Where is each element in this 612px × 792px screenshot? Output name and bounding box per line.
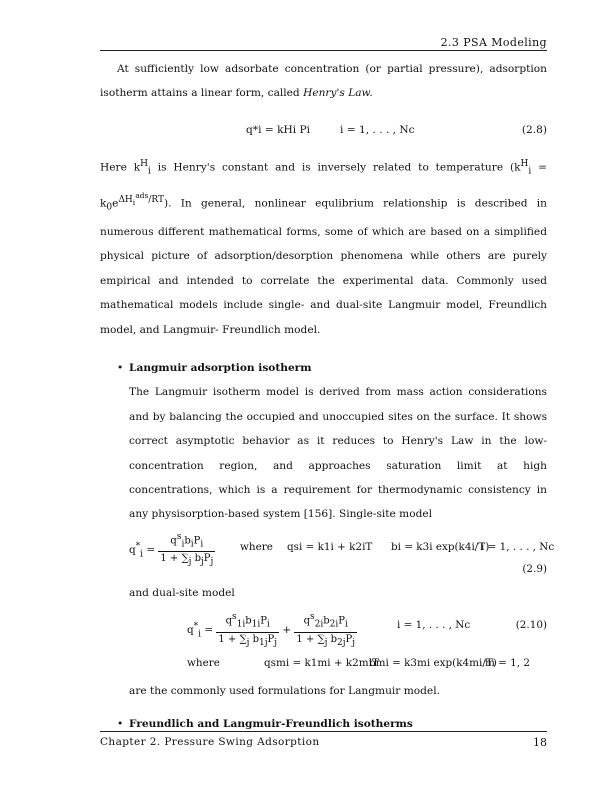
page-body (100, 57, 555, 736)
header-rule (100, 50, 547, 51)
equation-mrange: m = 1, 2 (485, 657, 530, 670)
intro-paragraph: At sufficiently low adsorbate concentration (or partial pressure), adsorption isotherm attains a linear form, called Henry's Law. (100, 63, 547, 100)
equation-range: i = 1, . . . , Nc (397, 619, 471, 632)
footer-rule (100, 731, 547, 732)
bullet-langmuir (100, 356, 555, 704)
equation-number: (2.10) (515, 619, 547, 632)
equation-number: (2.9) (522, 562, 547, 575)
equation-where: where (240, 540, 273, 553)
equation-range: i = 1, . . . , Nc (481, 540, 555, 553)
henrys-law-term: Henry's Law. (303, 87, 373, 100)
equation-2-8-body: q*i = kHi Pi (246, 123, 311, 136)
dual-site-label: and dual-site model (129, 586, 235, 599)
equation-2-9: $q^*_i$ = $\frac{q^s_ib_iP_i}{1 + \sum_j b_jP_j}$ where qsi = k1i + k2iT bi = k3i exp(k4i/T) i = 1, . . . , Nc (2.9) (129, 527, 547, 573)
equation-2-8-range: i = 1, . . . , Nc (340, 123, 415, 136)
equation-number: (2.8) (521, 123, 547, 136)
henry-paragraph: Here $k^H_i$ is Henry's constant and is inversely related to temperature $(k^H_i = k_0e^{\Delta H_i^{ads}/RT})$. In general, nonlinear equlibrium relationship is described in numerous different mathematical forms, some of which are based on a simplified physical picture of adsorption/desorption phenomena while others are purely empirical and intended to correlate the experimental data. Commonly used mathematical models include single- and dual-site Langmuir model, Freundlich model, and Langmuir- Freundlich model. (100, 158, 547, 336)
langmuir-closing: are the commonly used formulations for Langmuir model. (129, 685, 440, 698)
equation-2-10: $q^*_i$ = $\frac{q^s_{1i}b_{1i}P_i}{1 + \sum_j b_{1j}P_j}$ + $\frac{q^s_{2i}b_{2i}P_i}{1 + \sum_j b_{2j}P_j}$ i = 1, . . . , Nc (2.10) where qsmi = k1mi + k2miT bmi = k3mi exp(k4mi/T) m = 1, 2 (129, 605, 547, 675)
bullet-icon: • (117, 717, 124, 730)
footer-chapter: Chapter 2. Pressure Swing Adsorption (100, 736, 320, 748)
bullet-icon: • (117, 361, 124, 374)
running-header: 2.3 PSA Modeling (440, 36, 547, 49)
page-number: 18 (533, 736, 547, 749)
equation-bi: bi = k3i exp(k4i/T) (391, 540, 490, 553)
equation-qsm: qsmi = k1mi + k2miT (264, 657, 379, 670)
equation-where: where (187, 657, 220, 670)
bullet-freundlich (100, 712, 547, 736)
equation-2-8 (100, 106, 547, 152)
equation-qs: qsi = k1i + k2iT (287, 540, 373, 553)
langmuir-text: The Langmuir isotherm model is derived from mass action considerations and by balancing the occupied and unoccupied sites on the surface. It shows correct asymptotic behavior as it reduces to Henry's Law in the low-concentration region, and approaches saturation limit at high concentrations, which is a requirement for thermodynamic consistency in any physisorption-based system [156]. Single-site model (129, 386, 547, 521)
equation-bm: bmi = k3mi exp(k4mi/T) (369, 657, 497, 670)
bullet-title: Langmuir adsorption isotherm (129, 361, 312, 374)
bullet-title: Freundlich and Langmuir-Freundlich isotherms (129, 717, 413, 730)
